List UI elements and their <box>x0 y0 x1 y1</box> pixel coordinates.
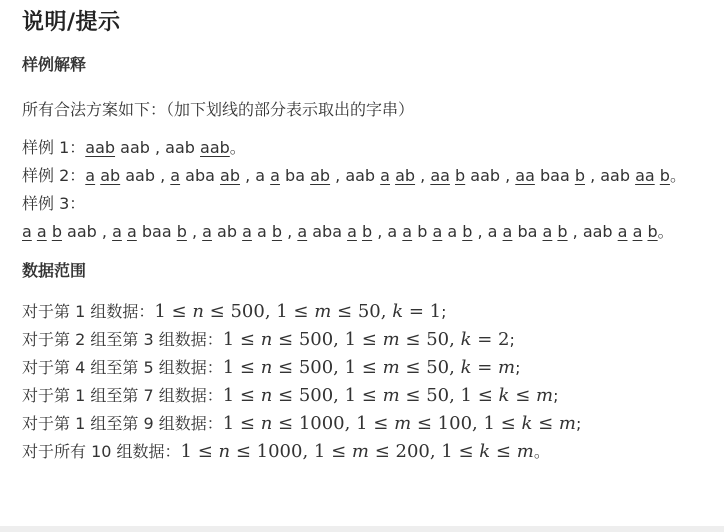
underlined-substring: a <box>270 166 280 185</box>
underlined-substring: a <box>617 222 628 241</box>
underlined-substring: a <box>502 222 513 241</box>
sample-text: , a <box>239 166 271 185</box>
range-end: ; <box>553 386 559 405</box>
range-formula: 1 ≤ n ≤ 1000, 1 ≤ m ≤ 100, 1 ≤ k ≤ m <box>222 413 576 434</box>
underlined-substring: b <box>462 222 473 241</box>
sample-text: ba <box>512 222 543 241</box>
range-prefix: 对于第 2 组至第 3 组数据： <box>22 330 223 349</box>
underlined-substring: aa <box>515 166 535 185</box>
range-line <box>22 354 718 382</box>
underlined-substring: b <box>659 166 670 185</box>
sample-text: baa <box>534 166 575 185</box>
range-prefix: 对于第 4 组至第 5 组数据： <box>22 358 223 377</box>
underlined-substring: a <box>432 222 443 241</box>
underlined-substring: a <box>347 222 357 241</box>
sample-text: baa <box>136 222 177 241</box>
range-prefix: 对于所有 10 组数据： <box>22 442 181 461</box>
range-end: ; <box>575 414 582 433</box>
sample-text: ba <box>279 166 311 185</box>
sample-text: , <box>282 222 298 241</box>
sample-text: , a <box>472 222 503 241</box>
range-end: ; <box>509 330 515 349</box>
underlined-substring: aa <box>635 166 655 185</box>
hint-section <box>22 8 718 466</box>
sample-label: 样例 1： <box>22 138 86 157</box>
range-end: ; <box>441 302 447 321</box>
underlined-substring: b <box>51 222 62 241</box>
sample-text: b <box>412 222 433 241</box>
sample-text: , aab <box>567 222 618 241</box>
sample-text: ab <box>211 222 243 241</box>
underlined-substring: ab <box>395 166 416 185</box>
underlined-substring: a <box>542 222 553 241</box>
sample-line <box>22 134 718 162</box>
underlined-substring: b <box>271 222 283 241</box>
range-line <box>22 382 718 410</box>
underlined-substring: ab <box>220 166 240 185</box>
sample-text: aab , aab <box>115 138 201 157</box>
range-line <box>22 438 718 466</box>
underlined-substring: ab <box>100 166 121 185</box>
sample-text: 。 <box>669 166 686 185</box>
underlined-substring: b <box>361 222 373 241</box>
sample-line <box>22 162 718 190</box>
underlined-substring: b <box>647 222 658 241</box>
range-line <box>22 326 718 354</box>
underlined-substring: b <box>574 166 585 185</box>
intro-text: 所有合法方案如下：（加下划线的部分表示取出的字串） <box>22 100 415 119</box>
range-line <box>22 410 718 438</box>
range-formula: 1 ≤ n ≤ 500, 1 ≤ m ≤ 50, k = m <box>222 357 516 378</box>
sample-text: , <box>186 222 203 241</box>
underlined-substring: a <box>242 222 252 241</box>
section-title: 说明/提示 <box>22 10 121 35</box>
underlined-substring: b <box>455 166 466 185</box>
range-prefix: 对于第 1 组数据： <box>22 302 155 321</box>
sample-text: a <box>442 222 463 241</box>
underlined-substring: ab <box>310 166 331 185</box>
underlined-substring: aab <box>85 138 116 157</box>
underlined-substring: a <box>112 222 122 241</box>
sample-text: , a <box>372 222 403 241</box>
range-formula: 1 ≤ n ≤ 500, 1 ≤ m ≤ 50, k = 2 <box>222 329 510 350</box>
sample-text: , <box>415 166 431 185</box>
sample-text: 。 <box>657 222 674 241</box>
range-prefix: 对于第 1 组至第 7 组数据： <box>22 386 223 405</box>
sample-text: , aab <box>330 166 381 185</box>
range-end: ; <box>515 358 521 377</box>
sample-label: 样例 3： <box>22 194 86 213</box>
underlined-substring: a <box>170 166 181 185</box>
underlined-substring: a <box>126 222 137 241</box>
sample-label: 样例 2： <box>22 166 86 185</box>
underlined-substring: a <box>202 222 212 241</box>
sample-line <box>22 218 718 246</box>
sample-text: aba <box>180 166 221 185</box>
underlined-substring: aab <box>200 138 230 157</box>
underlined-substring: b <box>557 222 568 241</box>
underlined-substring: a <box>380 166 390 185</box>
range-formula: 1 ≤ n ≤ 1000, 1 ≤ m ≤ 200, 1 ≤ k ≤ m <box>180 441 534 462</box>
sample-text: aab , <box>120 166 171 185</box>
underlined-substring: b <box>176 222 187 241</box>
sample-text: , aab <box>584 166 636 185</box>
footer-divider <box>0 526 724 532</box>
sample-text: 。 <box>229 138 246 157</box>
data-range-heading: 数据范围 <box>22 261 87 280</box>
underlined-substring: a <box>402 222 413 241</box>
sample-explanation-heading: 样例解释 <box>22 55 87 74</box>
range-formula: 1 ≤ n ≤ 500, 1 ≤ m ≤ 50, 1 ≤ k ≤ m <box>222 385 554 406</box>
underlined-substring: a <box>297 222 308 241</box>
underlined-substring: a <box>22 222 32 241</box>
range-line <box>22 298 718 326</box>
sample-text: aba <box>307 222 348 241</box>
underlined-substring: aa <box>430 166 450 185</box>
sample-text: aab , <box>465 166 516 185</box>
sample-line <box>22 190 718 218</box>
underlined-substring: a <box>36 222 47 241</box>
underlined-substring: a <box>632 222 643 241</box>
range-prefix: 对于第 1 组至第 9 组数据： <box>22 414 223 433</box>
sample-list <box>22 134 718 246</box>
sample-text: a <box>251 222 272 241</box>
range-end: 。 <box>533 442 550 461</box>
range-formula: 1 ≤ n ≤ 500, 1 ≤ m ≤ 50, k = 1 <box>154 301 442 322</box>
underlined-substring: a <box>85 166 96 185</box>
sample-text: aab , <box>61 222 113 241</box>
range-list <box>22 298 718 466</box>
